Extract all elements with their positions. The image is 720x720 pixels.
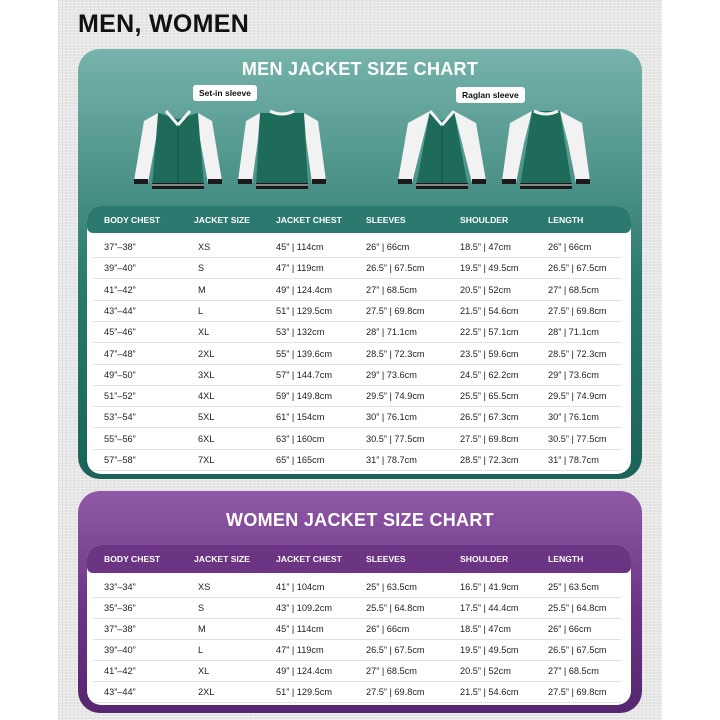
cell-sleeves: 26.5” | 67.5cm	[366, 263, 425, 274]
cell-body-chest: 57”–58”	[104, 455, 136, 465]
cell-jacket-chest: 41” | 104cm	[276, 582, 325, 592]
cell-shoulder: 26.5” | 67.3cm	[460, 412, 519, 423]
table-row	[87, 365, 631, 386]
cell-sleeves: 26” | 66cm	[366, 242, 410, 252]
cell-shoulder: 23.5” | 59.6cm	[460, 348, 519, 359]
cell-sleeves: 30” | 76.1cm	[366, 412, 417, 423]
header-body-chest: BODY CHEST	[104, 554, 161, 564]
raglan-front-jacket-image	[394, 103, 490, 199]
cell-shoulder: 18.5” | 47cm	[460, 624, 511, 634]
cell-length: 25.5” | 64.8cm	[548, 603, 607, 613]
cell-length: 27” | 68.5cm	[548, 666, 599, 676]
cell-sleeves: 27” | 68.5cm	[366, 666, 417, 676]
women-table-header	[87, 545, 631, 573]
cell-jacket-size: XL	[198, 666, 210, 676]
cell-length: 27.5” | 69.8cm	[548, 305, 607, 316]
cell-shoulder: 21.5” | 54.6cm	[460, 305, 519, 316]
raglan-sleeve-label: Raglan sleeve	[456, 87, 525, 103]
cell-jacket-size: S	[198, 263, 205, 274]
header-length: LENGTH	[548, 554, 584, 564]
cell-length: 30.5” | 77.5cm	[548, 433, 607, 444]
row-divider	[93, 470, 621, 471]
cell-jacket-chest: 49” | 124.4cm	[276, 666, 333, 676]
cell-sleeves: 29.5” | 74.9cm	[366, 391, 425, 402]
men-table-header	[87, 206, 631, 233]
header-sleeves: SLEEVES	[366, 215, 406, 225]
cell-length: 30” | 76.1cm	[548, 412, 599, 423]
cell-sleeves: 29” | 73.6cm	[366, 369, 417, 380]
cell-jacket-chest: 45” | 114cm	[276, 242, 324, 252]
raglan-back-jacket-image	[498, 103, 594, 199]
cell-sleeves: 26” | 66cm	[366, 624, 410, 634]
cell-sleeves: 28” | 71.1cm	[366, 327, 417, 338]
cell-jacket-size: 4XL	[198, 391, 215, 402]
table-row	[87, 386, 631, 407]
table-row	[87, 237, 631, 258]
cell-shoulder: 16.5” | 41.9cm	[460, 582, 519, 592]
header-sleeves: SLEEVES	[366, 554, 406, 564]
cell-shoulder: 21.5” | 54.6cm	[460, 687, 519, 697]
cell-length: 26.5” | 67.5cm	[548, 645, 607, 655]
table-row	[87, 322, 631, 343]
table-row	[87, 301, 631, 322]
table-row	[87, 450, 631, 471]
cell-body-chest: 41”–42”	[104, 284, 136, 295]
cell-jacket-size: 2XL	[198, 348, 215, 359]
cell-body-chest: 41”–42”	[104, 666, 136, 676]
cell-jacket-chest: 43” | 109.2cm	[276, 603, 333, 613]
cell-sleeves: 31” | 78.7cm	[366, 455, 417, 465]
cell-jacket-size: S	[198, 603, 205, 613]
cell-jacket-chest: 63” | 160cm	[276, 433, 325, 444]
cell-jacket-size: 3XL	[198, 369, 215, 380]
women-size-chart-panel	[78, 491, 642, 713]
cell-length: 28.5” | 72.3cm	[548, 348, 607, 359]
table-row	[87, 640, 631, 661]
cell-length: 27.5” | 69.8cm	[548, 687, 607, 697]
cell-length: 26” | 66cm	[548, 242, 592, 252]
cell-body-chest: 37”–38”	[104, 624, 136, 634]
cell-jacket-size: XS	[198, 582, 211, 592]
cell-sleeves: 28.5” | 72.3cm	[366, 348, 425, 359]
cell-jacket-chest: 59” | 149.8cm	[276, 391, 333, 402]
cell-jacket-size: 2XL	[198, 687, 215, 697]
cell-length: 31” | 78.7cm	[548, 455, 599, 465]
cell-body-chest: 35”–36”	[104, 603, 136, 613]
table-row	[87, 407, 631, 428]
cell-length: 25” | 63.5cm	[548, 582, 599, 592]
table-row	[87, 598, 631, 619]
cell-body-chest: 43”–44”	[104, 687, 136, 697]
cell-jacket-size: L	[198, 645, 204, 655]
cell-jacket-size: 6XL	[198, 433, 215, 444]
page-title: MEN, WOMEN	[78, 10, 250, 38]
cell-body-chest: 39”–40”	[104, 645, 136, 655]
cell-body-chest: 51”–52”	[104, 391, 136, 402]
table-row	[87, 577, 631, 598]
cell-body-chest: 33”–34”	[104, 582, 136, 592]
table-row	[87, 661, 631, 682]
cell-sleeves: 27.5” | 69.8cm	[366, 687, 425, 697]
cell-sleeves: 25.5” | 64.8cm	[366, 603, 425, 613]
cell-jacket-chest: 57” | 144.7cm	[276, 369, 333, 380]
set-in-back-jacket-image	[234, 103, 330, 199]
set-in-sleeve-label: Set-in sleeve	[193, 85, 257, 101]
table-row	[87, 258, 631, 279]
cell-sleeves: 30.5” | 77.5cm	[366, 433, 425, 444]
cell-length: 26” | 66cm	[548, 624, 592, 634]
cell-shoulder: 20.5” | 52cm	[460, 666, 511, 676]
cell-body-chest: 37”–38”	[104, 242, 136, 252]
cell-shoulder: 24.5” | 62.2cm	[460, 369, 519, 380]
table-row	[87, 344, 631, 365]
set-in-front-jacket-image	[130, 103, 226, 199]
table-row	[87, 682, 631, 703]
cell-jacket-chest: 51” | 129.5cm	[276, 687, 333, 697]
cell-jacket-size: 7XL	[198, 455, 215, 465]
cell-shoulder: 28.5” | 72.3cm	[460, 455, 519, 465]
cell-jacket-chest: 55” | 139.6cm	[276, 348, 333, 359]
cell-length: 27” | 68.5cm	[548, 284, 599, 295]
cell-jacket-size: 5XL	[198, 412, 215, 423]
women-chart-title: WOMEN JACKET SIZE CHART	[226, 510, 494, 530]
cell-jacket-chest: 51” | 129.5cm	[276, 305, 333, 316]
cell-sleeves: 26.5” | 67.5cm	[366, 645, 425, 655]
header-shoulder: SHOULDER	[460, 215, 509, 225]
cell-body-chest: 53”–54”	[104, 412, 136, 423]
cell-shoulder: 27.5” | 69.8cm	[460, 433, 519, 444]
cell-shoulder: 17.5” | 44.4cm	[460, 603, 519, 613]
header-jacket-chest: JACKET CHEST	[276, 215, 342, 225]
women-size-table	[87, 545, 631, 705]
cell-jacket-size: XL	[198, 327, 210, 338]
cell-jacket-size: M	[198, 624, 206, 634]
cell-body-chest: 55”–56”	[104, 433, 136, 444]
cell-sleeves: 27” | 68.5cm	[366, 284, 417, 295]
cell-shoulder: 20.5” | 52cm	[460, 284, 511, 295]
men-size-table	[87, 206, 631, 474]
header-jacket-size: JACKET SIZE	[194, 215, 250, 225]
header-body-chest: BODY CHEST	[104, 215, 161, 225]
cell-length: 29” | 73.6cm	[548, 369, 599, 380]
cell-sleeves: 25” | 63.5cm	[366, 582, 417, 592]
cell-shoulder: 19.5” | 49.5cm	[460, 263, 519, 274]
men-chart-title: MEN JACKET SIZE CHART	[241, 59, 479, 79]
cell-jacket-size: XS	[198, 242, 211, 252]
header-shoulder: SHOULDER	[460, 554, 509, 564]
cell-jacket-chest: 47” | 119cm	[276, 263, 324, 274]
cell-body-chest: 39”–40”	[104, 263, 136, 274]
cell-length: 28” | 71.1cm	[548, 327, 599, 338]
cell-shoulder: 25.5” | 65.5cm	[460, 391, 519, 402]
cell-jacket-chest: 61” | 154cm	[276, 412, 325, 423]
cell-jacket-chest: 49” | 124.4cm	[276, 284, 333, 295]
header-jacket-chest: JACKET CHEST	[276, 554, 342, 564]
cell-body-chest: 47”–48”	[104, 348, 136, 359]
table-row	[87, 619, 631, 640]
cell-jacket-size: M	[198, 284, 206, 295]
header-jacket-size: JACKET SIZE	[194, 554, 250, 564]
cell-length: 26.5” | 67.5cm	[548, 263, 607, 274]
cell-body-chest: 45”–46”	[104, 327, 136, 338]
cell-body-chest: 49”–50”	[104, 369, 136, 380]
cell-jacket-chest: 47” | 119cm	[276, 645, 324, 655]
cell-jacket-chest: 53” | 132cm	[276, 327, 325, 338]
table-row	[87, 280, 631, 301]
cell-length: 29.5” | 74.9cm	[548, 391, 607, 402]
cell-sleeves: 27.5” | 69.8cm	[366, 305, 425, 316]
cell-shoulder: 19.5” | 49.5cm	[460, 645, 519, 655]
cell-shoulder: 18.5” | 47cm	[460, 242, 511, 252]
cell-jacket-chest: 45” | 114cm	[276, 624, 324, 634]
cell-jacket-size: L	[198, 305, 204, 316]
men-size-chart-panel	[78, 49, 642, 479]
row-divider	[93, 702, 621, 703]
cell-jacket-chest: 65” | 165cm	[276, 455, 325, 465]
cell-body-chest: 43”–44”	[104, 305, 136, 316]
cell-shoulder: 22.5” | 57.1cm	[460, 327, 519, 338]
header-length: LENGTH	[548, 215, 584, 225]
table-row	[87, 429, 631, 450]
